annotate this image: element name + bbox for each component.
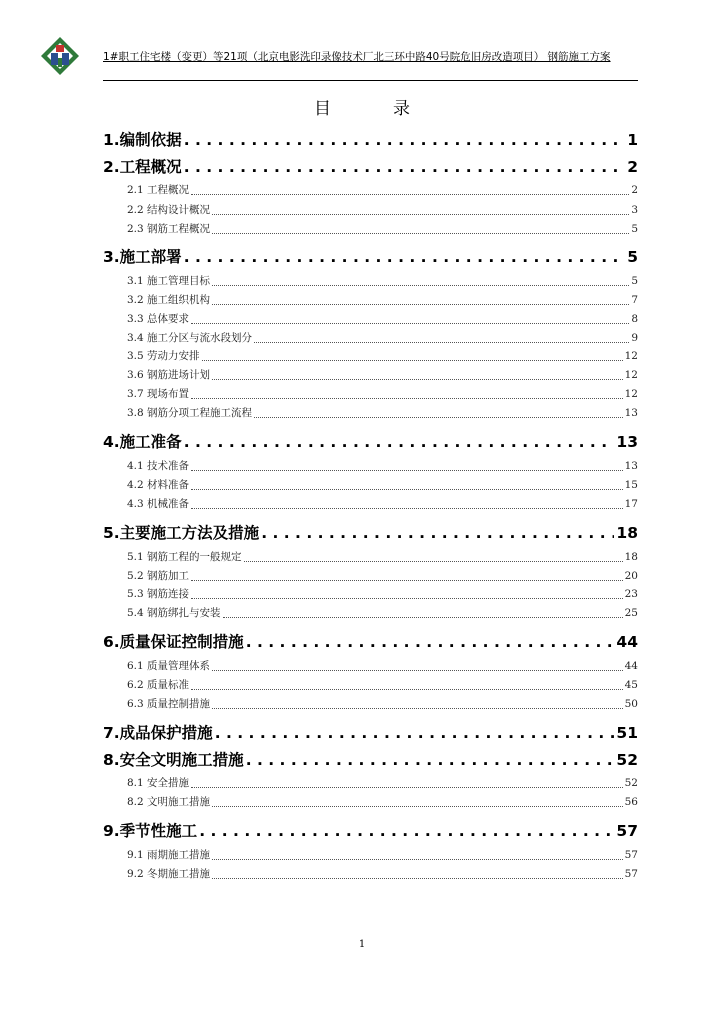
toc-entry-page: 2 (631, 184, 638, 196)
toc-section-entry[interactable] (103, 847, 638, 863)
toc-entry-label: 3.7 现场布置 (127, 388, 190, 400)
toc-entry-label: 2.工程概况 (103, 158, 182, 176)
toc-entry-label: 3.4 施工分区与流水段划分 (127, 332, 253, 344)
toc-section-entry[interactable] (103, 496, 638, 512)
toc-leader-dots (261, 524, 614, 542)
toc-section-entry[interactable] (103, 367, 638, 383)
toc-section-entry[interactable] (103, 273, 638, 289)
toc-leader-dots (212, 224, 629, 234)
toc-leader-dots (212, 869, 623, 879)
toc-leader-dots (215, 724, 615, 742)
toc-entry-page: 25 (624, 607, 638, 619)
toc-entry-label: 9.2 冬期施工措施 (127, 868, 211, 880)
toc-entry-page: 17 (624, 498, 638, 510)
toc-leader-dots (191, 499, 623, 509)
toc-entry-label: 3.施工部署 (103, 248, 182, 266)
toc-entry-label: 3.1 施工管理目标 (127, 275, 211, 287)
toc-leader-dots (212, 797, 623, 807)
toc-entry-page: 9 (631, 332, 638, 344)
toc-section-entry[interactable] (103, 794, 638, 810)
toc-entry-page: 50 (624, 698, 638, 710)
toc-chapter-entry[interactable] (103, 721, 638, 743)
toc-title-second: 录 (393, 99, 410, 119)
toc-entry-label: 6.质量保证控制措施 (103, 633, 244, 651)
toc-leader-dots (191, 778, 623, 788)
toc-entry-label: 5.4 钢筋绑扎与安装 (127, 607, 221, 619)
toc-entry-page: 12 (624, 350, 638, 362)
toc-section-entry[interactable] (103, 605, 638, 621)
toc-entry-label: 2.3 钢筋工程概况 (127, 223, 211, 235)
toc-section-entry[interactable] (103, 311, 638, 327)
toc-section-entry[interactable] (103, 458, 638, 474)
toc-entry-page: 44 (616, 633, 638, 651)
toc-entry-label: 2.1 工程概况 (127, 184, 190, 196)
toc-leader-dots (191, 389, 623, 399)
toc-leader-dots (223, 608, 623, 618)
toc-section-entry[interactable] (103, 348, 638, 364)
toc-entry-page: 12 (624, 388, 638, 400)
toc-entry-page: 5 (631, 223, 638, 235)
toc-entry-page: 13 (616, 433, 638, 451)
toc-leader-dots (191, 589, 623, 599)
toc-entry-label: 3.8 钢筋分项工程施工流程 (127, 407, 253, 419)
toc-leader-dots (212, 276, 629, 286)
toc-entry-page: 3 (631, 204, 638, 216)
toc-entry-page: 57 (624, 868, 638, 880)
toc-entry-page: 57 (624, 849, 638, 861)
toc-entry-page: 13 (624, 407, 638, 419)
toc-section-entry[interactable] (103, 549, 638, 565)
toc-leader-dots (191, 185, 629, 195)
toc-leader-dots (254, 408, 623, 418)
toc-entry-page: 5 (631, 275, 638, 287)
toc-entry-label: 6.3 质量控制措施 (127, 698, 211, 710)
toc-leader-dots (191, 314, 629, 324)
header-rule (103, 80, 638, 81)
toc-entry-page: 57 (616, 822, 638, 840)
toc-entry-label: 3.5 劳动力安排 (127, 350, 200, 362)
toc-entry-label: 3.2 施工组织机构 (127, 294, 211, 306)
toc-entry-page: 18 (624, 551, 638, 563)
toc-chapter-entry[interactable] (103, 630, 638, 652)
toc-entry-page: 8 (631, 313, 638, 325)
toc-leader-dots (212, 699, 623, 709)
page-number: 1 (358, 939, 366, 950)
toc-section-entry[interactable] (103, 182, 638, 198)
toc-leader-dots (191, 680, 623, 690)
toc-title (0, 94, 724, 119)
toc-entry-page: 44 (624, 660, 638, 672)
toc-entry-label: 4.施工准备 (103, 433, 182, 451)
toc-chapter-entry[interactable] (103, 521, 638, 543)
toc-leader-dots (202, 351, 623, 361)
toc-entry-label: 6.1 质量管理体系 (127, 660, 211, 672)
header-text: 1#职工住宅楼（变更）等21项（北京电影洗印录像技术厂北三环中路40号院危旧房改造项目） 钢筋施工方案 (103, 51, 611, 63)
toc-section-entry[interactable] (103, 405, 638, 421)
company-logo (40, 36, 80, 76)
toc-entry-label: 5.3 钢筋连接 (127, 588, 190, 600)
toc-leader-dots (244, 552, 623, 562)
toc-section-entry[interactable] (103, 586, 638, 602)
toc-entry-label: 5.1 钢筋工程的一般规定 (127, 551, 242, 563)
toc-entry-page: 52 (624, 777, 638, 789)
toc-entry-page: 7 (631, 294, 638, 306)
toc-leader-dots (191, 480, 623, 490)
toc-entry-page: 52 (616, 751, 638, 769)
toc-entry-label: 7.成品保护措施 (103, 724, 213, 742)
running-header (103, 50, 638, 64)
toc-entry-page: 56 (624, 796, 638, 808)
toc-entry-label: 5.2 钢筋加工 (127, 570, 190, 582)
toc-leader-dots (212, 205, 629, 215)
toc-leader-dots (184, 131, 626, 149)
toc-chapter-entry[interactable] (103, 155, 638, 177)
toc-leader-dots (212, 370, 623, 380)
toc-entry-label: 3.3 总体要求 (127, 313, 190, 325)
toc-entry-label: 3.6 钢筋进场计划 (127, 369, 211, 381)
toc-leader-dots (254, 333, 629, 343)
toc-section-entry[interactable] (103, 866, 638, 882)
toc-entry-label: 8.安全文明施工措施 (103, 751, 244, 769)
toc-section-entry[interactable] (103, 330, 638, 346)
toc-section-entry[interactable] (103, 696, 638, 712)
toc-entry-page: 13 (624, 460, 638, 472)
toc-chapter-entry[interactable] (103, 245, 638, 267)
toc-leader-dots (246, 751, 615, 769)
toc-entry-label: 4.1 技术准备 (127, 460, 190, 472)
toc-entry-page: 20 (624, 570, 638, 582)
toc-chapter-entry[interactable] (103, 819, 638, 841)
toc-section-entry[interactable] (103, 221, 638, 237)
toc-section-entry[interactable] (103, 658, 638, 674)
toc-leader-dots (199, 822, 614, 840)
toc-leader-dots (191, 461, 623, 471)
toc-entry-label: 6.2 质量标准 (127, 679, 190, 691)
toc-entry-page: 5 (627, 248, 638, 266)
toc-leader-dots (212, 850, 623, 860)
toc-section-entry[interactable] (103, 292, 638, 308)
toc-entry-label: 9.1 雨期施工措施 (127, 849, 211, 861)
toc-entry-page: 2 (627, 158, 638, 176)
toc-section-entry[interactable] (103, 568, 638, 584)
toc-entry-label: 1.编制依据 (103, 131, 182, 149)
toc-entry-page: 1 (627, 131, 638, 149)
toc-section-entry[interactable] (103, 386, 638, 402)
toc-entry-label: 4.3 机械准备 (127, 498, 190, 510)
toc-entry-label: 2.2 结构设计概况 (127, 204, 211, 216)
toc-chapter-entry[interactable] (103, 430, 638, 452)
toc-chapter-entry[interactable] (103, 748, 638, 770)
toc-entry-page: 12 (624, 369, 638, 381)
toc-entry-label: 4.2 材料准备 (127, 479, 190, 491)
toc-section-entry[interactable] (103, 202, 638, 218)
toc-entry-label: 5.主要施工方法及措施 (103, 524, 260, 542)
toc-section-entry[interactable] (103, 775, 638, 791)
toc-leader-dots (212, 295, 629, 305)
toc-leader-dots (184, 158, 626, 176)
toc-section-entry[interactable] (103, 677, 638, 693)
toc-entry-page: 45 (624, 679, 638, 691)
toc-entry-label: 9.季节性施工 (103, 822, 198, 840)
toc-entry-page: 18 (616, 524, 638, 542)
toc-entry-page: 51 (616, 724, 638, 742)
toc-leader-dots (212, 661, 623, 671)
toc-leader-dots (184, 433, 615, 451)
toc-leader-dots (184, 248, 626, 266)
toc-title-first: 目 (314, 99, 331, 119)
toc-section-entry[interactable] (103, 477, 638, 493)
toc-entry-page: 23 (624, 588, 638, 600)
toc-leader-dots (246, 633, 615, 651)
toc-leader-dots (191, 571, 623, 581)
toc-entry-label: 8.2 文明施工措施 (127, 796, 211, 808)
toc-entry-label: 8.1 安全措施 (127, 777, 190, 789)
toc-entry-page: 15 (624, 479, 638, 491)
toc-chapter-entry[interactable] (103, 128, 638, 150)
